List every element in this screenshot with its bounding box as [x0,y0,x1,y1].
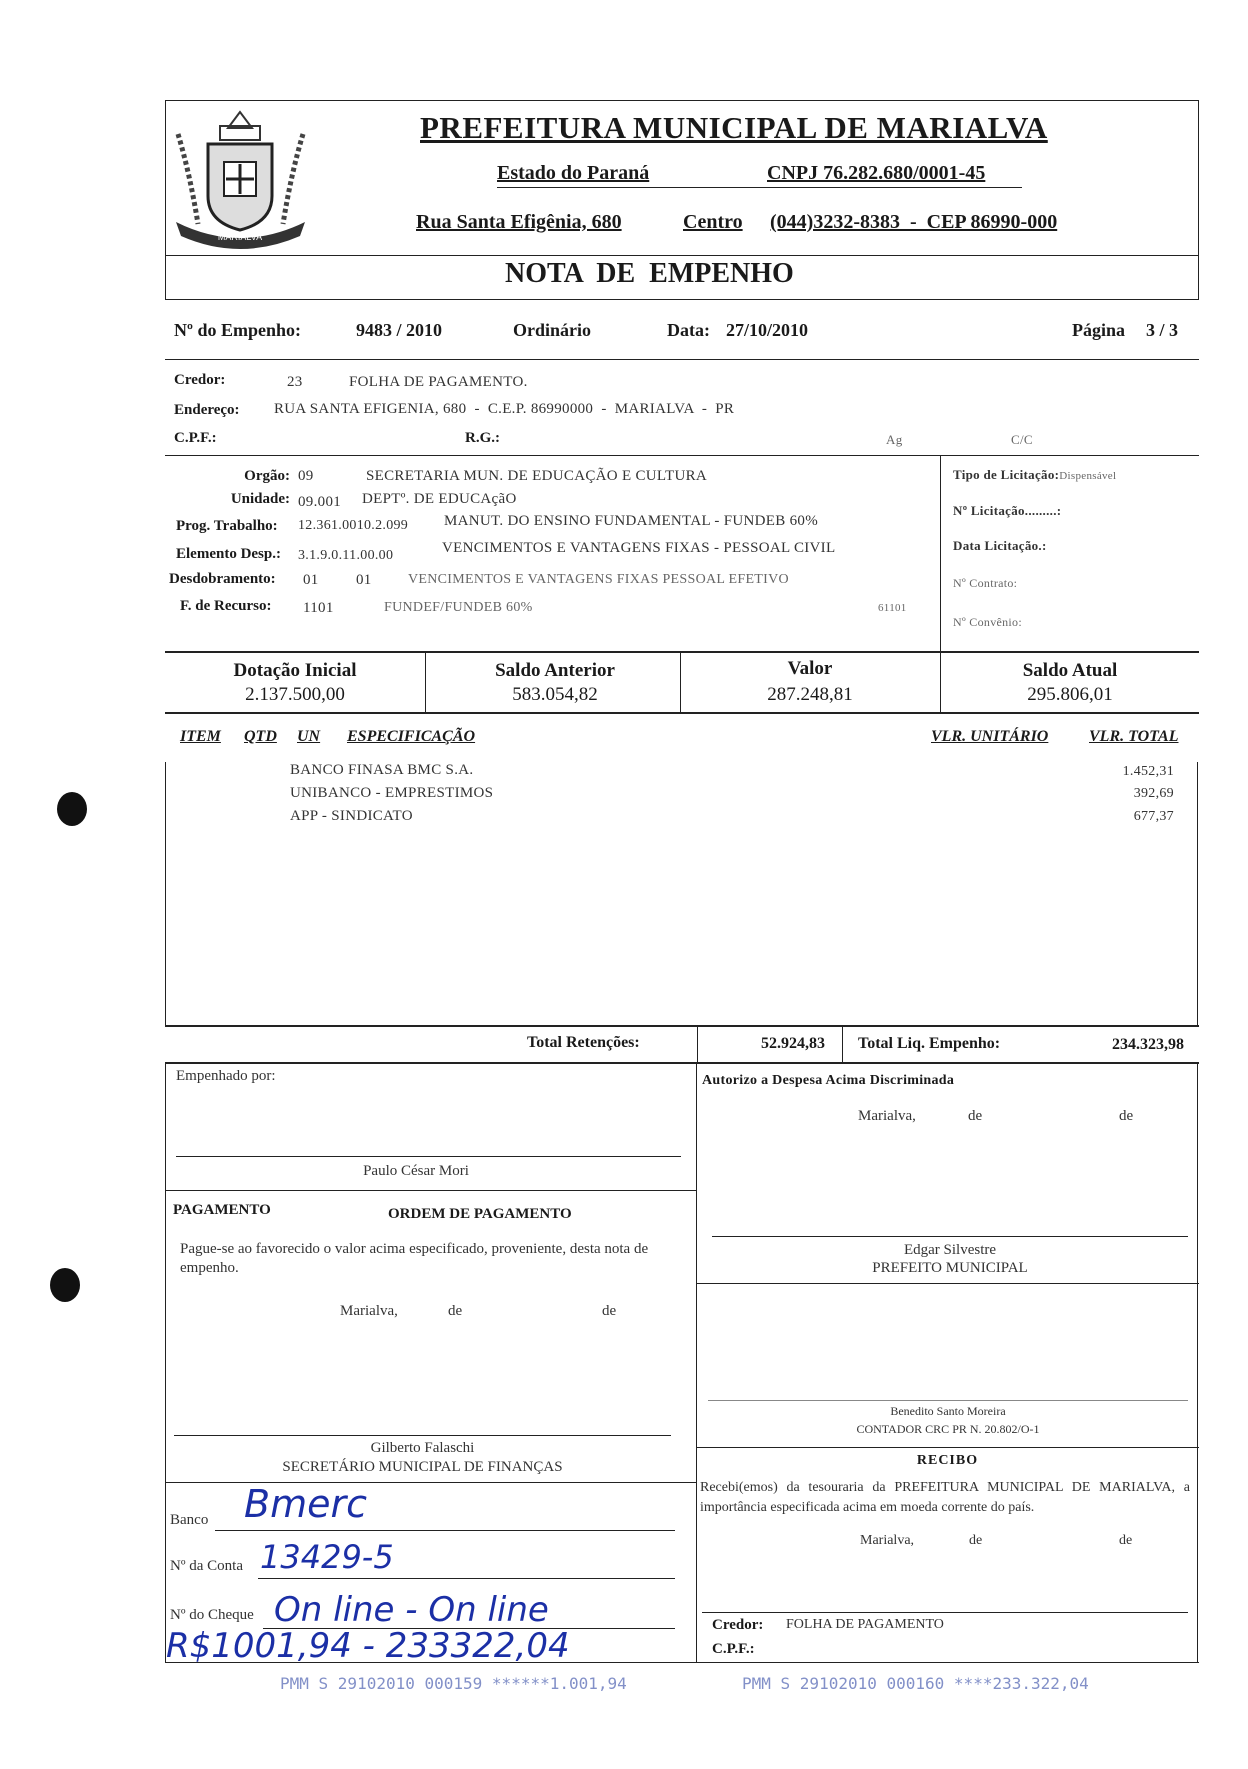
empenho-number: 9483 / 2010 [356,320,443,340]
autorizo-de2: de [1119,1108,1134,1124]
state-name: Estado do Paraná [497,162,650,184]
autorizo-label: Autorizo a Despesa Acima Discriminada [702,1073,955,1088]
balances-top-line [165,651,1199,653]
col-qtd: QTD [244,728,277,745]
recibo-label: RECIBO [916,1453,979,1468]
saldo-atual-label: Saldo Atual [1022,660,1118,681]
balances-div2 [680,651,681,712]
header-divider [165,255,1199,256]
prog-code: 12.361.0010.2.099 [298,518,409,533]
punch-hole-bottom [50,1268,80,1302]
orgao-label: Orgão: [244,468,290,484]
retencoes-label: Total Retenções: [527,1034,640,1051]
liquido-value: 234.323,98 [1112,1036,1184,1053]
empenhado-sign-line [176,1156,681,1157]
recurso-code: 1101 [303,600,334,616]
empenhado-signer: Paulo César Mori [363,1163,469,1179]
totals-bottom-line [165,1062,1199,1064]
handwritten-amounts: R$1001,94 - 233322,04 [166,1626,570,1666]
classification-vdivider [940,455,941,651]
autorizo-de1: de [968,1108,983,1124]
totals-top-line [165,1025,1199,1027]
empenho-type: Ordinário [513,320,592,340]
items-left-border [165,762,166,1026]
empenho-date-label: Data: [667,320,710,340]
valor-value: 287.248,81 [767,684,853,705]
orgao-code: 09 [298,468,314,484]
prog-label: Prog. Trabalho: [176,518,278,534]
credor-label: Credor: [174,372,226,388]
page-number: 3 / 3 [1146,320,1179,340]
recurso-extra: 61101 [878,602,907,614]
recibo-credor-value: FOLHA DE PAGAMENTO [786,1617,944,1632]
tipo-licitacao-value: Dispensável [1059,470,1117,482]
pagamento-city: Marialva, [340,1303,398,1319]
totals-div2 [842,1025,843,1062]
contador-sign-line [708,1400,1188,1401]
pagamento-signer: Gilberto Falaschi [370,1440,475,1456]
dotacao-label: Dotação Inicial [233,660,357,681]
lower-right-border [1197,1062,1198,1662]
pagamento-top-line [165,1190,696,1191]
credor-address: RUA SANTA EFIGENIA, 680 - C.E.P. 86990000 - MARIALVA - PR [274,401,735,417]
dotacao-value: 2.137.500,00 [245,684,345,705]
contador-top-line [696,1283,1199,1284]
autorizo-role: PREFEITO MUNICIPAL [872,1260,1028,1276]
autorizo-city: Marialva, [858,1108,916,1124]
state-underline [497,187,1022,188]
empenho-date: 27/10/2010 [726,320,809,340]
unidade-label: Unidade: [230,491,290,507]
retencoes-value: 52.924,83 [761,1035,825,1052]
empenho-number-label: Nº do Empenho: [174,320,301,340]
cpf-label: C.P.F.: [174,430,217,446]
banco-label: Banco [170,1512,209,1528]
elemento-label: Elemento Desp.: [176,546,281,562]
recibo-text: Recebi(emos) da tesouraria da PREFEITURA MUNICIPAL DE MARIALVA, a importância especificada acima em moeda corrente do país. [700,1480,1190,1515]
recibo-sign-line [702,1612,1188,1613]
item-row-2-spec: UNIBANCO - EMPRESTIMOS [290,785,494,801]
page-label: Página [1072,320,1126,340]
tipo-licitacao-label [953,467,1116,483]
col-item: ITEM [180,728,221,745]
empenho-divider [165,359,1199,360]
recibo-city: Marialva, [860,1533,915,1548]
tipo-licitacao-key: Tipo de Licitação: [953,467,1060,482]
prog-desc: MANUT. DO ENSINO FUNDAMENTAL - FUNDEB 60% [444,513,818,529]
document-title: NOTA DE EMPENHO [505,258,794,289]
contador-signer: Benedito Santo Moreira [890,1404,1006,1418]
saldo-atual-value: 295.806,01 [1027,684,1113,705]
pagamento-de1: de [448,1303,463,1319]
cheque-label: Nº do Cheque [170,1607,254,1623]
banco-value: Bmerc [244,1482,367,1526]
recurso-label: F. de Recurso: [180,598,272,614]
pagamento-sign-line [174,1435,671,1436]
municipality-title: PREFEITURA MUNICIPAL DE MARIALVA [420,110,1048,145]
payment-stamp-2: PMM S 29102010 000160 ****233.322,04 [742,1674,1089,1693]
col-un: UN [297,728,321,745]
autorizo-sign-line [712,1236,1188,1237]
col-spec: ESPECIFICAÇÃO [347,728,476,745]
address-label: Endereço: [174,402,240,418]
address-street: Rua Santa Efigênia, 680 [416,211,622,233]
desdobramento-code1: 01 [303,572,319,588]
item-row-1-spec: BANCO FINASA BMC S.A. [290,762,474,778]
totals-div1 [697,1025,698,1062]
payment-stamp-1: PMM S 29102010 000159 ******1.001,94 [280,1674,627,1693]
liquido-label: Total Liq. Empenho: [858,1035,1001,1052]
unidade-code: 09.001 [298,494,342,510]
cc-label: C/C [1011,432,1033,447]
autorizo-signer: Edgar Silvestre [903,1242,997,1258]
recibo-de1: de [969,1533,983,1548]
desdobramento-label: Desdobramento: [169,571,276,587]
item-row-2-total: 392,69 [1133,786,1174,801]
coat-of-arms-logo [168,104,313,252]
num-licitacao-label: Nº Licitação.........: [953,503,1062,518]
recibo-cpf-label: C.P.F.: [712,1641,755,1657]
item-row-1-total: 1.452,31 [1122,764,1174,779]
convenio-label: Nº Convênio: [953,615,1022,629]
elemento-desc: VENCIMENTOS E VANTAGENS FIXAS - PESSOAL CIVIL [442,540,836,556]
balances-bottom-line [165,712,1199,714]
valor-label: Valor [787,658,833,679]
empenhado-label: Empenhado por: [176,1068,276,1084]
credor-code: 23 [287,374,303,390]
contador-role: CONTADOR CRC PR N. 20.802/O-1 [856,1422,1040,1436]
pagamento-text: Pague-se ao favorecido o valor acima especificado, proveniente, desta nota de empenho. [180,1241,649,1276]
recurso-desc: FUNDEF/FUNDEB 60% [384,600,533,615]
address-district: Centro [683,211,743,233]
pagamento-role: SECRETÁRIO MUNICIPAL DE FINANÇAS [282,1459,563,1475]
phone-cep: (044)3232-8383 - CEP 86990-000 [770,211,1058,233]
item-row-3-spec: APP - SINDICATO [290,808,413,824]
credor-divider [165,455,1199,456]
pagamento-label: PAGAMENTO [173,1202,271,1218]
recibo-credor-label: Credor: [712,1617,764,1633]
conta-line [258,1578,675,1579]
conta-label: Nº da Conta [170,1558,243,1574]
punch-hole-top [57,792,87,826]
rg-label: R.G.: [465,430,500,446]
svg-text:MARIALVA: MARIALVA [217,232,263,242]
desdobramento-code2: 01 [356,572,372,588]
recibo-de2: de [1119,1533,1133,1548]
orgao-desc: SECRETARIA MUN. DE EDUCAÇÃO E CULTURA [366,468,708,484]
col-total: VLR. TOTAL [1089,728,1179,745]
unidade-desc: DEPTº. DE EDUCAçãO [362,491,517,507]
lower-left-border [165,1062,166,1662]
items-right-border [1197,762,1198,1026]
banco-line [215,1530,675,1531]
ag-label: Ag [886,432,903,447]
data-licitacao-label: Data Licitação.: [953,538,1047,553]
balances-div1 [425,651,426,712]
saldo-anterior-label: Saldo Anterior [495,660,615,681]
cnpj: CNPJ 76.282.680/0001-45 [767,162,986,184]
balances-div3 [940,651,941,712]
elemento-code: 3.1.9.0.11.00.00 [298,548,394,563]
item-row-3-total: 677,37 [1133,809,1174,824]
ordem-pagamento-label: ORDEM DE PAGAMENTO [388,1206,572,1222]
cheque-value: On line - On line [274,1590,549,1630]
recibo-top-line [696,1447,1199,1448]
desdobramento-desc: VENCIMENTOS E VANTAGENS FIXAS PESSOAL EFETIVO [408,572,789,587]
saldo-anterior-value: 583.054,82 [512,684,598,705]
credor-name: FOLHA DE PAGAMENTO. [349,374,528,390]
col-unit: VLR. UNITÁRIO [931,728,1049,745]
lower-center-divider [696,1062,697,1662]
pagamento-de2: de [602,1303,617,1319]
contrato-label: Nº Contrato: [953,576,1018,590]
conta-value: 13429-5 [260,1538,394,1576]
